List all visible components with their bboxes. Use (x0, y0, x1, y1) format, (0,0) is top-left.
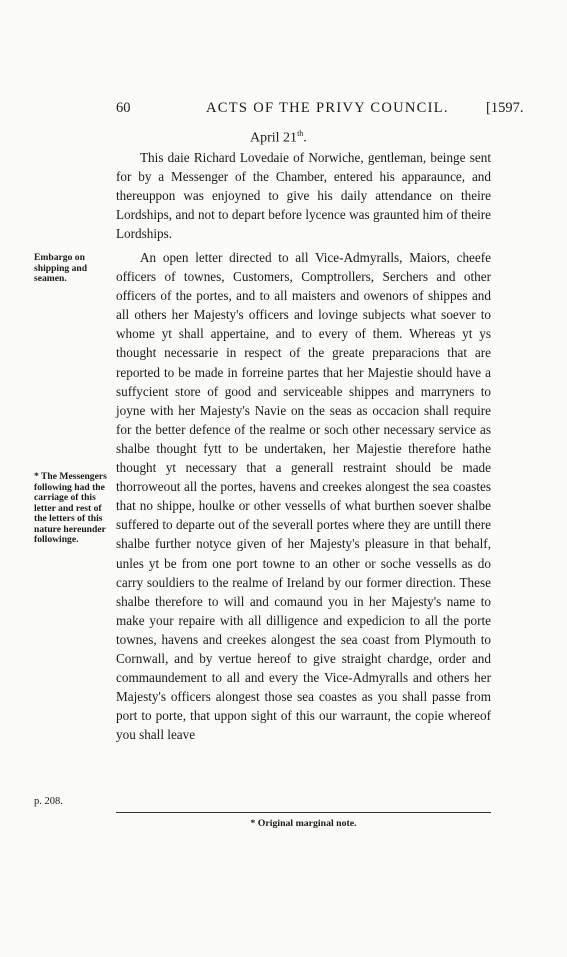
paragraph-lovedaie (116, 148, 491, 243)
page-number: 60 (116, 100, 131, 116)
margin-note-embargo: Embargo on shipping and seamen. (34, 252, 88, 284)
running-header (0, 100, 567, 120)
date-suffix: . (303, 130, 307, 146)
date-heading (250, 129, 307, 147)
date-text: April 21 (250, 130, 298, 146)
paragraph-open-letter (116, 248, 491, 744)
paragraph-1-text: This daie Richard Lovedaie of Norwiche, gentleman, beinge sent for by a Messenger of the Chamber, entered his apparaunce, and thereuppon was enjoyned to give his daily attendance on theire Lordships, and not to depart before lycence was graunted him of theire Lordships. (116, 150, 491, 242)
margin-note-page-ref: p. 208. (34, 796, 63, 807)
paragraph-2-text: An open letter directed to all Vice-Admyralls, Maiors, cheefe officers of townes, Customers, Comptrollers, Serchers and other officers of the portes, and to all maisters and owenors of shippes and all others her Majesty's officers and lovinge subjects what soever to whome yt shall appertaine, and to every of them. Whereas yt ys thought necessarie in respect of the greate preparacions that are reported to be made in forreine partes that her Majestie should have a suffycient store of good and serviceable shippes and marryners to joyne with her Majesty's Navie on the seas as occacion shall require for the better defence of the realme or soch other necessary service as shalbe thought fytt to be undertaken, her Majestie therefore hathe thought yt necessary that a generall restraint should be made thorroweout all the portes, havens and creekes alongest the sea coastes that no shippe, houlke or other vessells of what burthen soever shalbe suffered to departe out of the severall portes where they are untill there shalbe further notyce given of her Majesty's pleasure in that behalf, unles yt be from one port towne to an other or soche vessells as do carry souldiers to the realme of Ireland by our former direction. These shalbe therefore to will and comaund you in her Majesty's name to make your repaire with all dilligence and expedicion to all the porte townes, havens and creekes alongest the sea coast from Plymouth to Cornwall, and by vertue hereof to give straight chardge, order and commaundement to all and every the Vice-Admyralls and others her Majesty's officers alongest those sea coastes as you shall passe from port to porte, that uppon sight of this our warraunt, the copie whereof you shall leave (116, 250, 491, 743)
footnote-divider (116, 812, 491, 813)
date-ordinal: th (297, 129, 304, 138)
running-year: [1597. (486, 100, 524, 116)
running-title: ACTS OF THE PRIVY COUNCIL. (206, 100, 449, 116)
footnote: * Original marginal note. (250, 818, 357, 829)
margin-note-messengers: * The Messengers following had the carriage of this letter and rest of the letters of this nature hereunder followinge. (34, 471, 107, 545)
